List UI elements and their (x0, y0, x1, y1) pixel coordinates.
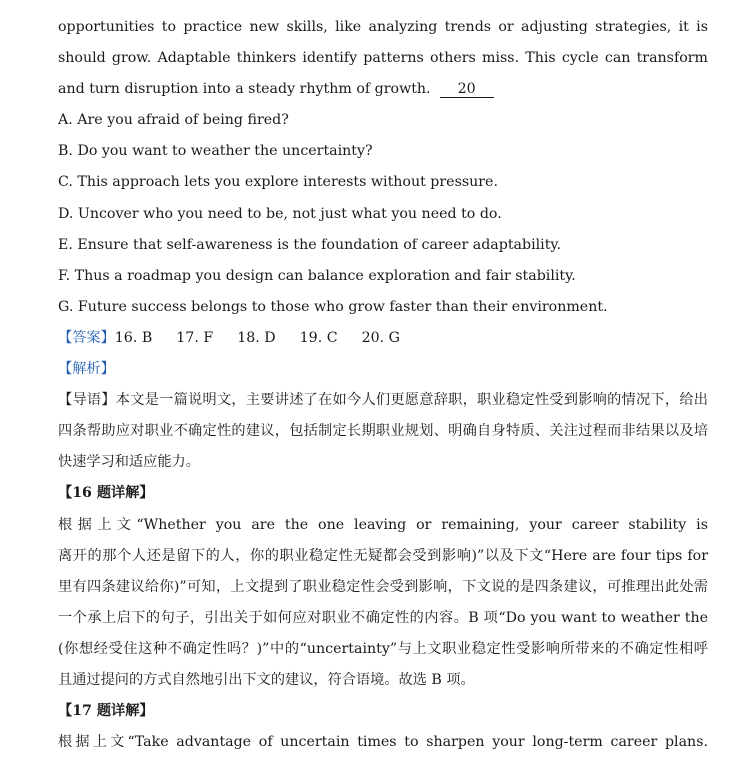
answer-item: 16. B (114, 329, 153, 346)
passage-text: and turn disruption into a steady rhythm of growth. (58, 81, 431, 98)
option-e: E. Ensure that self-awareness is the foundation of career adaptability. (58, 236, 562, 253)
answer-label: 【答案】 (58, 329, 115, 346)
blank-20: 20 (440, 81, 494, 98)
intro-line: 四条帮助应对职业不确定性的建议，包括制定长期职业规划、明确自身特质、关注过程而非结果以及培 (58, 423, 708, 440)
q16-line: 离开的那个人还是留下的人，你的职业稳定性无疑都会受到影响)”以及下文“Here are four tips for (58, 547, 708, 564)
intro-line: 快速学习和适应能力。 (58, 454, 200, 471)
answer-item: 20. G (361, 329, 400, 346)
q16-line: 根据上文“Whether you are the one leaving or remaining, your career stability is (58, 516, 708, 533)
passage-line: should grow. Adaptable thinkers identify patterns others miss. This cycle can transform (58, 50, 708, 67)
passage-line-last (58, 74, 708, 105)
answer-item: 19. C (299, 329, 338, 346)
passage-line: opportunities to practice new skills, like analyzing trends or adjusting strategies, it is (58, 19, 708, 35)
option-c: C. This approach lets you explore interests without pressure. (58, 174, 498, 191)
option-g: G. Future success belongs to those who grow faster than their environment. (58, 298, 608, 315)
answer-line (58, 323, 708, 354)
answer-item: 17. F (176, 329, 214, 346)
q17-line: 根据上文“Take advantage of uncertain times to sharpen your long-term career plans. (58, 734, 708, 751)
option-d: D. Uncover who you need to be, not just what you need to do. (58, 205, 502, 222)
answer-item: 18. D (237, 329, 276, 346)
document-page (58, 12, 708, 758)
q16-line: 一个承上启下的句子，引出关于如何应对职业不确定性的内容。B 项“Do you want to weather the (58, 609, 708, 626)
intro-line: 【导语】本文是一篇说明文，主要讲述了在如今人们更愿意辞职，职业稳定性受到影响的情况下，给出 (58, 392, 708, 409)
option-a: A. Are you afraid of being fired? (58, 112, 289, 129)
q16-line: 且通过提问的方式自然地引出下文的建议，符合语境。故选 B 项。 (58, 671, 475, 688)
analysis-label: 【解析】 (58, 361, 115, 378)
option-f: F. Thus a roadmap you design can balance exploration and fair stability. (58, 267, 576, 284)
q16-line: 里有四条建议给你)”可知，上文提到了职业稳定性会受到影响，下文说的是四条建议，可推理出此处需 (58, 578, 708, 595)
q16-line: (你想经受住这种不确定性吗？)”中的“uncertainty”与上文职业稳定性受影响所带来的不确定性相呼 (58, 640, 708, 657)
q16-heading: 【16 题详解】 (58, 485, 154, 502)
option-b: B. Do you want to weather the uncertainty? (58, 143, 373, 160)
q17-heading: 【17 题详解】 (58, 703, 154, 720)
